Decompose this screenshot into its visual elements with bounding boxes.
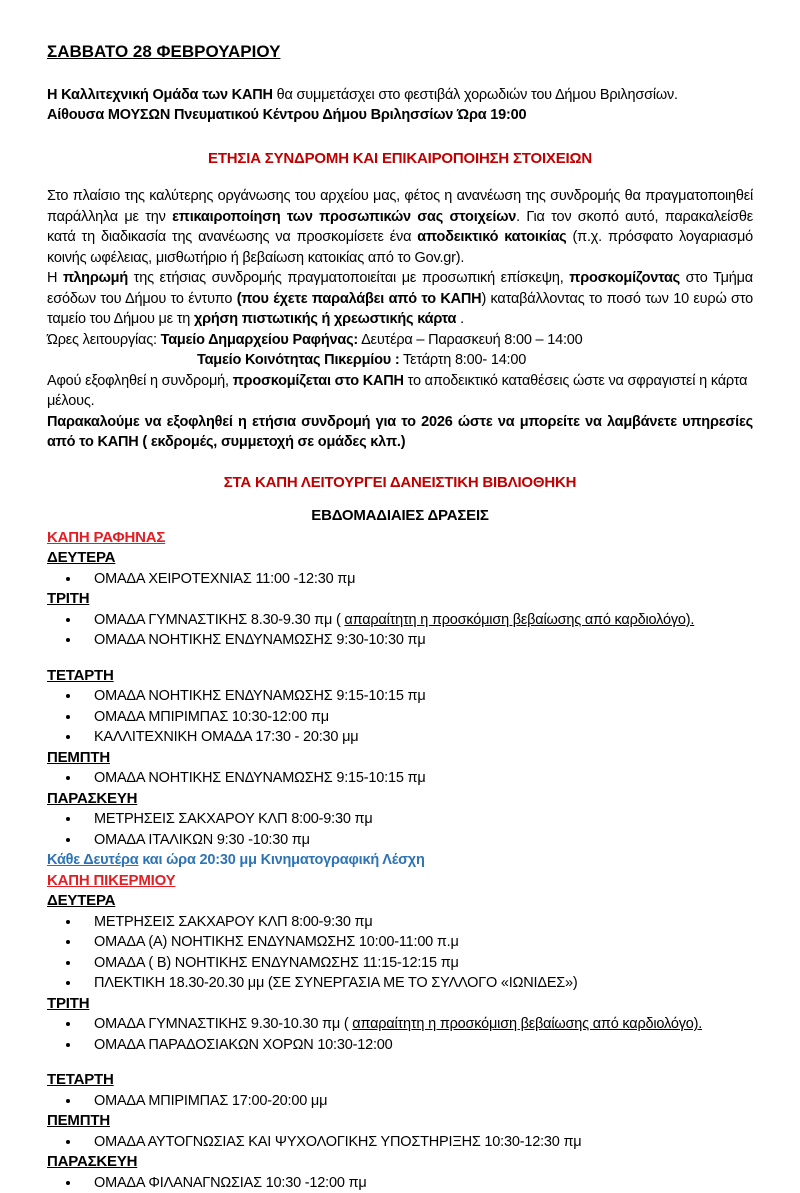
text-run: επικαιροποίηση των προσωπικών σας στοιχείων — [172, 209, 516, 225]
text-run: ΟΜΑΔΑ ΑΥΤΟΓΝΩΣΙΑΣ ΚΑΙ ΨΥΧΟΛΟΓΙΚΗΣ ΥΠΟΣΤΗΡΙΞΗΣ 10:30-12:30 πμ — [94, 1134, 581, 1150]
text-run: Ώρες λειτουργίας: — [47, 332, 161, 348]
text-run: ΟΜΑΔΑ ( Β) ΝΟΗΤΙΚΗΣ ΕΝΔΥΝΑΜΩΣΗΣ 11:15-12:15 πμ — [94, 955, 459, 971]
day-header: ΠΕΜΠΤΗ — [47, 1111, 753, 1132]
day-header: ΠΑΡΑΣΚΕΥΗ — [47, 1152, 753, 1173]
activity-item — [81, 768, 753, 789]
activity-item — [81, 973, 753, 994]
activity-item — [81, 1091, 753, 1112]
office-hours-line — [47, 330, 753, 351]
text-run: απαραίτητη η προσκόμιση βεβαίωσης από καρδιολόγο). — [352, 1016, 702, 1032]
activity-item — [81, 912, 753, 933]
weekly-actions-heading: ΕΒΔΟΜΑΔΙΑΙΕΣ ΔΡΑΣΕΙΣ — [47, 506, 753, 527]
office-hours-line-2 — [197, 350, 753, 371]
text-run: ΟΜΑΔΑ ΝΟΗΤΙΚΗΣ ΕΝΔΥΝΑΜΩΣΗΣ 9:30-10:30 πμ — [94, 632, 426, 648]
activities-list — [47, 686, 753, 748]
text-run: της ετήσιας συνδρομής πραγματοποιείται με προσωπική επίσκεψη, — [128, 270, 569, 286]
text-run: Αφού εξοφληθεί η συνδρομή, — [47, 373, 233, 389]
text-run: ΟΜΑΔΑ ΜΠΙΡΙΜΠΑΣ 10:30-12:00 πμ — [94, 709, 329, 725]
text-run: ΟΜΑΔΑ ΜΠΙΡΙΜΠΑΣ 17:00-20:00 μμ — [94, 1093, 327, 1109]
subscription-heading: ΕΤΗΣΙΑ ΣΥΝΔΡΟΜΗ ΚΑΙ ΕΠΙΚΑΙΡΟΠΟΙΗΣΗ ΣΤΟΙΧΕΙΩΝ — [47, 149, 753, 170]
activities-list — [47, 1173, 753, 1193]
library-heading: ΣΤΑ ΚΑΠΗ ΛΕΙΤΟΥΡΓΕΙ ΔΑΝΕΙΣΤΙΚΗ ΒΙΒΛΙΟΘΗΚΗ — [47, 473, 753, 494]
text-run: απαραίτητη η προσκόμιση βεβαίωσης από καρδιολόγο). — [344, 612, 694, 628]
text-run: ΟΜΑΔΑ ΙΤΑΛΙΚΩΝ 9:30 -10:30 πμ — [94, 832, 310, 848]
activity-item — [81, 727, 753, 748]
text-run: Δευτέρα – Παρασκευή 8:00 – 14:00 — [358, 332, 582, 348]
receipt-line — [47, 371, 753, 412]
text-run: ΟΜΑΔΑ ΦΙΛΑΝΑΓΝΩΣΙΑΣ 10:30 -12:00 πμ — [94, 1175, 366, 1191]
schedule-rafinas — [47, 548, 753, 850]
activity-item — [81, 569, 753, 590]
text-run: ΟΜΑΔΑ ΝΟΗΤΙΚΗΣ ΕΝΔΥΝΑΜΩΣΗΣ 9:15-10:15 πμ — [94, 770, 426, 786]
section-title: ΚΑΠΗ ΠΙΚΕΡΜΙΟΥ — [47, 871, 753, 892]
activity-item — [81, 1014, 753, 1035]
section-kapi-rafinas — [47, 528, 753, 871]
activities-list — [47, 610, 753, 651]
activities-list — [47, 1091, 753, 1112]
text-run: Η — [47, 270, 63, 286]
text-run: Τετάρτη 8:00- 14:00 — [399, 352, 526, 368]
activity-item — [81, 686, 753, 707]
day-header: ΤΡΙΤΗ — [47, 994, 753, 1015]
activity-item — [81, 932, 753, 953]
activity-item — [81, 830, 753, 851]
activities-list — [47, 569, 753, 590]
venue-line: Αίθουσα ΜΟΥΣΩΝ Πνευματικού Κέντρου Δήμου Βριλησσίων Ώρα 19:00 — [47, 105, 753, 126]
text-run: θα συμμετάσχει στο φεστιβάλ χορωδιών του Δήμου Βριλησσίων. — [273, 87, 678, 103]
section-title: ΚΑΠΗ ΡΑΦΗΝΑΣ — [47, 528, 753, 549]
text-run: ΟΜΑΔΑ ΓΥΜΝΑΣΤΙΚΗΣ 9.30-10.30 πμ ( — [94, 1016, 352, 1032]
text-run: Κάθε Δευτέρα — [47, 852, 139, 868]
activity-item — [81, 707, 753, 728]
text-run: χρήση πιστωτικής ή χρεωστικής κάρτα — [194, 311, 456, 327]
text-run: και ώρα 20:30 μμ Κινηματογραφική Λέσχη — [139, 852, 425, 868]
text-run: αποδεικτικό κατοικίας — [417, 229, 566, 245]
text-run: Η Καλλιτεχνική Ομάδα των ΚΑΠΗ — [47, 87, 273, 103]
day-header: ΤΕΤΑΡΤΗ — [47, 1070, 753, 1091]
activity-item — [81, 809, 753, 830]
subscription-paragraph-1 — [47, 186, 753, 268]
text-run: ) καταβάλλοντας το ποσό των 10 ευρώ στο ταμείο του Δήμου με τη — [47, 291, 753, 328]
activity-item — [81, 630, 753, 651]
section-kapi-pikermiou — [47, 871, 753, 1193]
payment-reminder: Παρακαλούμε να εξοφληθεί η ετήσια συνδρομή για το 2026 ώστε να μπορείτε να λαμβάνετε υπηρεσίες από το ΚΑΠΗ ( εκδρομές, συμμετοχή σε ομάδες κλπ.) — [47, 412, 753, 453]
activity-item — [81, 610, 753, 631]
text-run: Ταμείο Δημαρχείου Ραφήνας: — [161, 332, 358, 348]
subscription-paragraph-2 — [47, 268, 753, 330]
day-header: ΔΕΥΤΕΡΑ — [47, 891, 753, 912]
text-run: . Για τον σκοπό αυτό, παρακαλείσθε κατά τη διαδικασία της ανανέωσης να προσκομίσετε ένα — [47, 209, 753, 246]
text-run: ΠΛΕΚΤΙΚΗ 18.30-20.30 μμ (ΣΕ ΣΥΝΕΡΓΑΣΙΑ ΜΕ ΤΟ ΣΥΛΛΟΓΟ «ΙΩΝΙΔΕΣ») — [94, 975, 578, 991]
text-run: προσκομίζεται στο ΚΑΠΗ — [233, 373, 404, 389]
text-run: ΜΕΤΡΗΣΕΙΣ ΣΑΚΧΑΡΟΥ ΚΛΠ 8:00-9:30 πμ — [94, 914, 373, 930]
date-title: ΣΑΒΒΑΤΟ 28 ΦΕΒΡΟΥΑΡΙΟΥ — [47, 42, 753, 63]
text-run: . — [456, 311, 464, 327]
activity-item — [81, 1132, 753, 1153]
activity-item — [81, 1173, 753, 1193]
text-run: Ταμείο Κοινότητας Πικερμίου : — [197, 352, 399, 368]
activity-item — [81, 953, 753, 974]
text-run: ΚΑΛΛΙΤΕΧΝΙΚΗ ΟΜΑΔΑ 17:30 - 20:30 μμ — [94, 729, 358, 745]
activity-item — [81, 1035, 753, 1056]
text-run: προσκομίζοντας — [569, 270, 680, 286]
activities-list — [47, 1014, 753, 1055]
text-run: (που έχετε παραλάβει από το ΚΑΠΗ — [237, 291, 482, 307]
text-run: ΟΜΑΔΑ (Α) ΝΟΗΤΙΚΗΣ ΕΝΔΥΝΑΜΩΣΗΣ 10:00-11:00 π.μ — [94, 934, 459, 950]
text-run: ΟΜΑΔΑ ΧΕΙΡΟΤΕΧΝΙΑΣ 11:00 -12:30 πμ — [94, 571, 355, 587]
text-run: στο Τμήμα εσόδων του Δήμου το έντυπο — [47, 270, 753, 307]
activities-list — [47, 809, 753, 850]
text-run: πληρωμή — [63, 270, 128, 286]
text-run: ΟΜΑΔΑ ΓΥΜΝΑΣΤΙΚΗΣ 8.30-9.30 πμ ( — [94, 612, 344, 628]
text-run: το αποδεικτικό καταθέσεις ώστε να σφραγιστεί η κάρτα μέλους. — [47, 373, 747, 410]
activities-list — [47, 912, 753, 994]
day-header: ΤΡΙΤΗ — [47, 589, 753, 610]
day-header: ΤΕΤΑΡΤΗ — [47, 666, 753, 687]
day-header: ΔΕΥΤΕΡΑ — [47, 548, 753, 569]
activities-list — [47, 768, 753, 789]
day-header: ΠΕΜΠΤΗ — [47, 748, 753, 769]
text-run: ΟΜΑΔΑ ΠΑΡΑΔΟΣΙΑΚΩΝ ΧΟΡΩΝ 10:30-12:00 — [94, 1037, 393, 1053]
day-header: ΠΑΡΑΣΚΕΥΗ — [47, 789, 753, 810]
text-run: Στο πλαίσιο της καλύτερης οργάνωσης του αρχείου μας, φέτος η ανανέωση της συνδρομής θα πραγματοποιηθεί παράλληλα με την — [47, 188, 753, 225]
intro-paragraph — [47, 85, 753, 106]
text-run: ΟΜΑΔΑ ΝΟΗΤΙΚΗΣ ΕΝΔΥΝΑΜΩΣΗΣ 9:15-10:15 πμ — [94, 688, 426, 704]
text-run: (π.χ. πρόσφατο λογαριασμό κοινής ωφέλειας, μισθωτήριο ή βεβαίωση κατοικίας από το Gov.gr). — [47, 229, 753, 266]
activities-list — [47, 1132, 753, 1153]
cinema-club-note — [47, 850, 753, 871]
schedule-pikermiou — [47, 891, 753, 1193]
text-run: ΜΕΤΡΗΣΕΙΣ ΣΑΚΧΑΡΟΥ ΚΛΠ 8:00-9:30 πμ — [94, 811, 373, 827]
